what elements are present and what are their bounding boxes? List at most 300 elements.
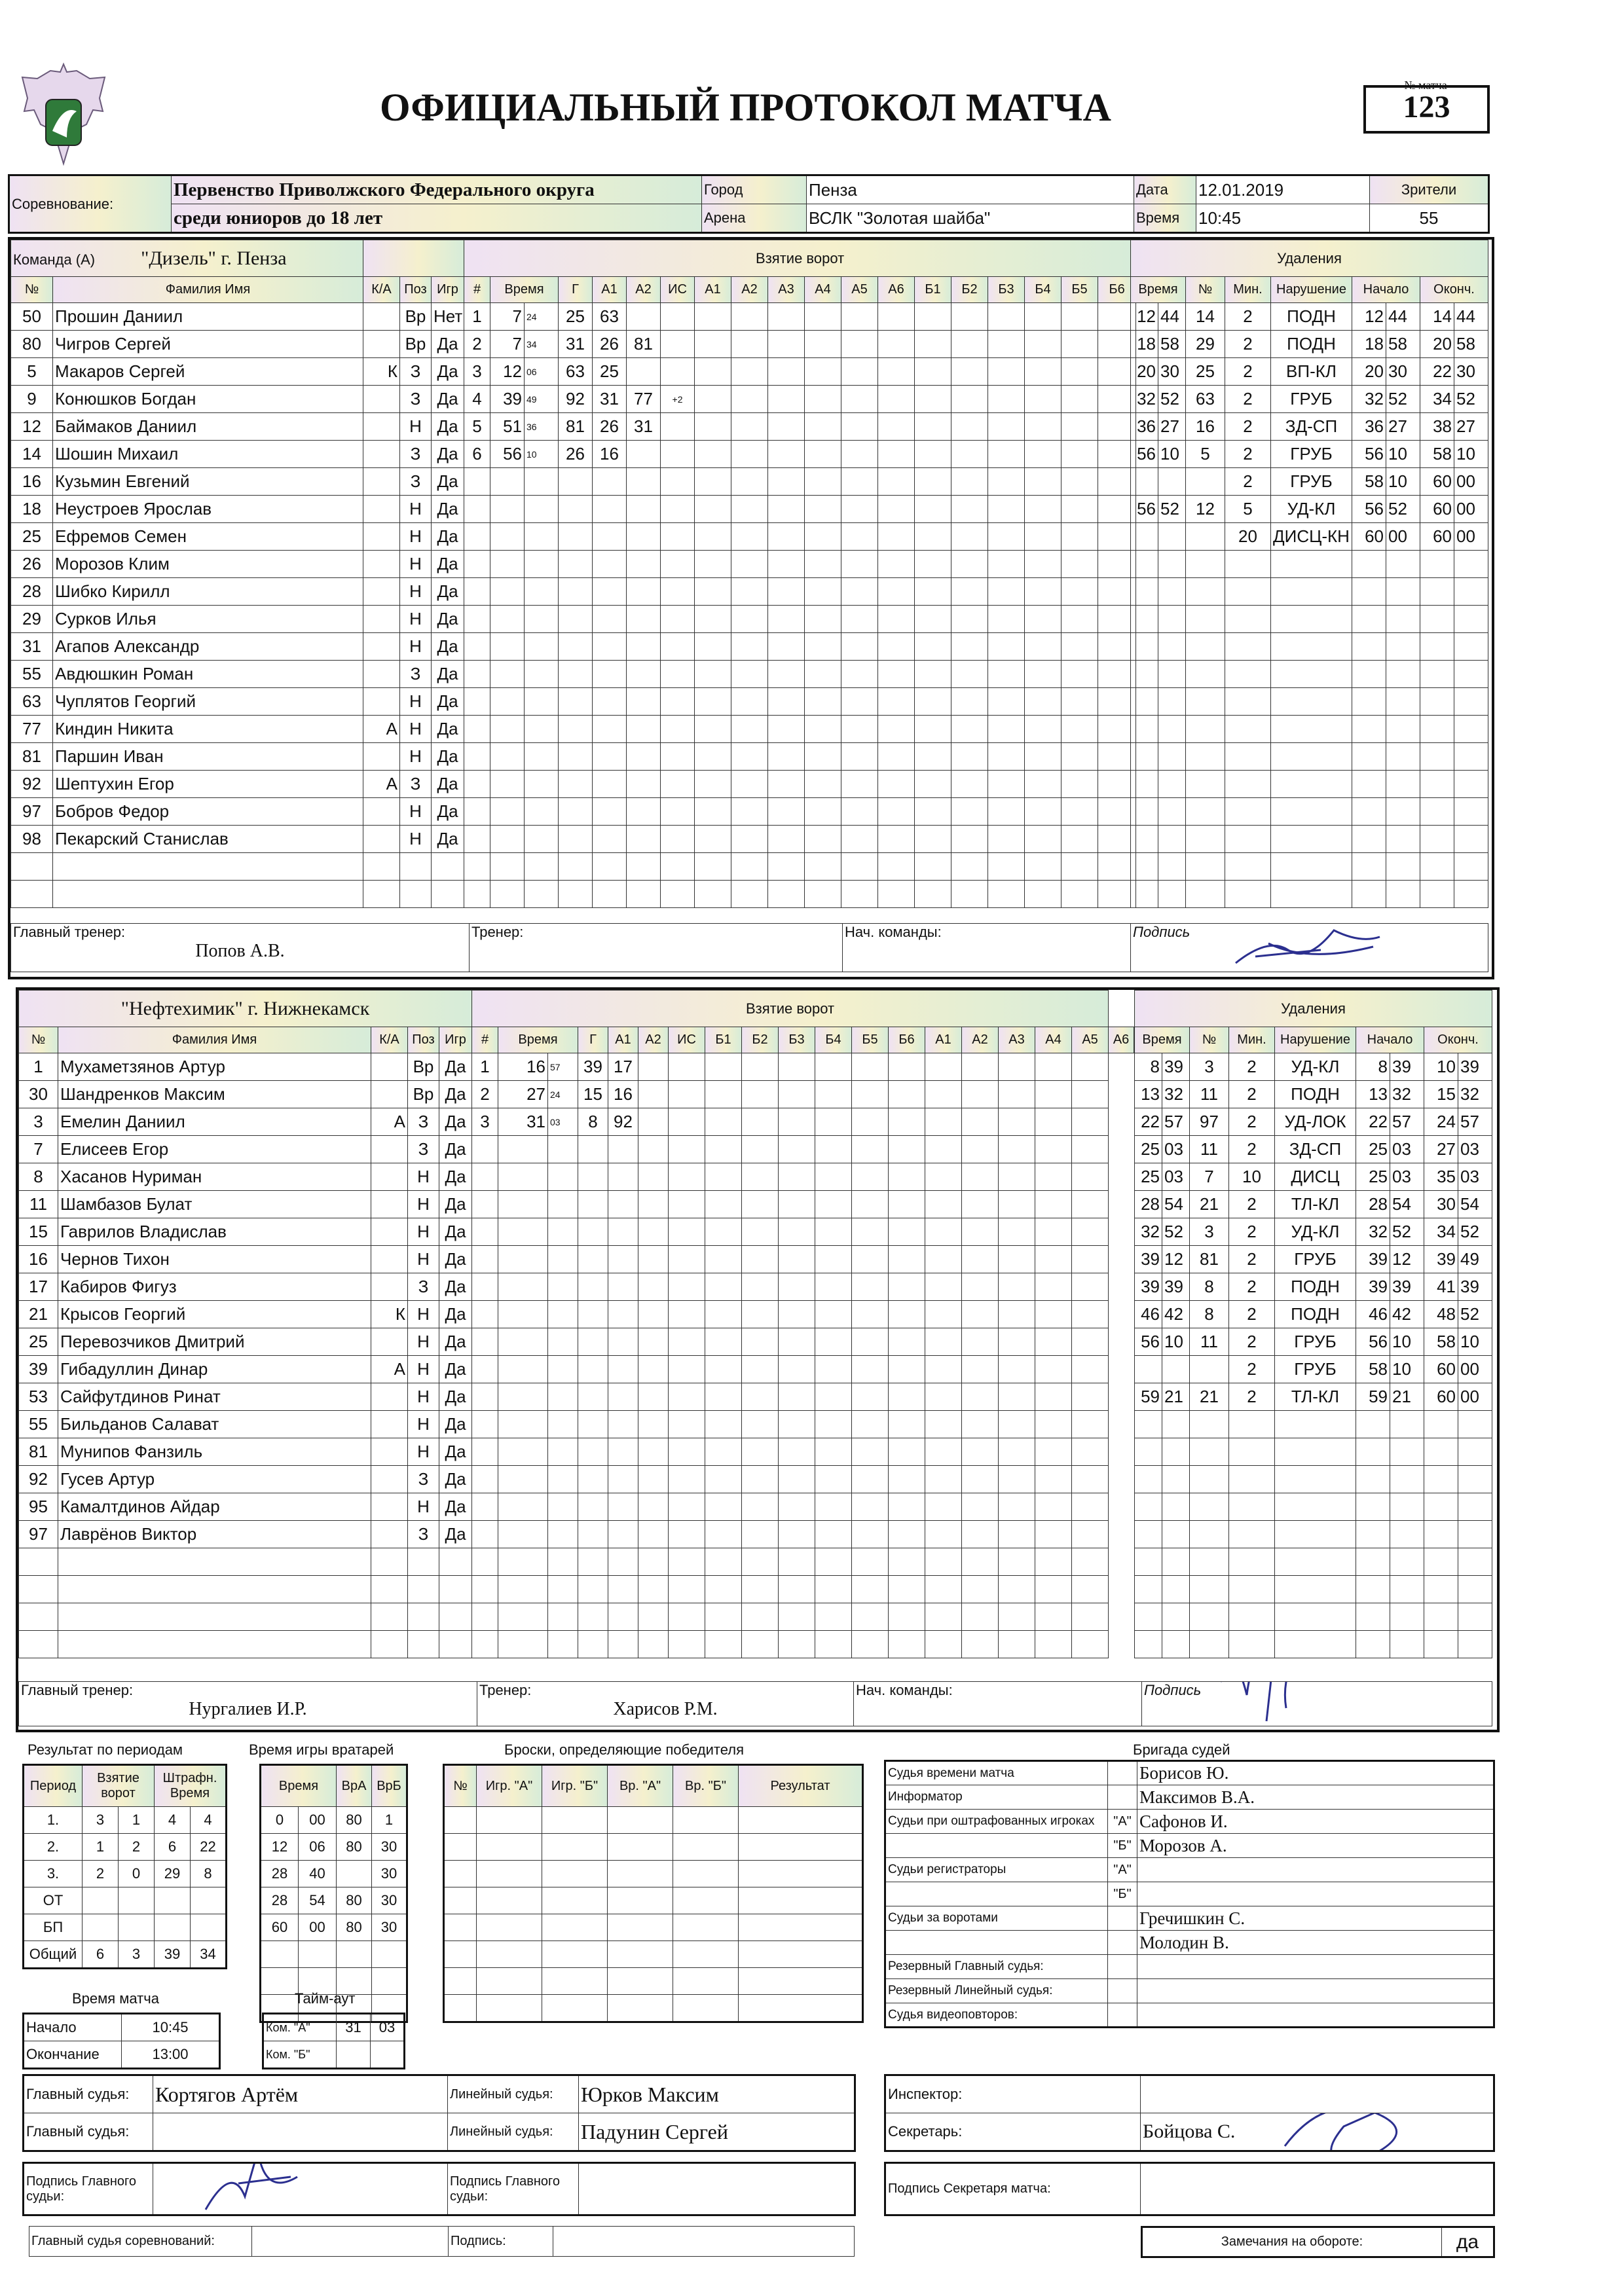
pen-player: 63 [1186, 386, 1225, 413]
empty-cell [1061, 496, 1098, 523]
goal-row [464, 358, 1136, 386]
pen-end-sec: 00 [1454, 496, 1488, 523]
player-position: Н [400, 826, 432, 853]
player-position: Н [408, 1301, 439, 1328]
pen-start-min: 32 [1352, 386, 1386, 413]
empty-cell [472, 1466, 498, 1493]
player-plays: Да [432, 413, 464, 441]
empty-cell [962, 1576, 999, 1603]
empty-cell [731, 826, 768, 853]
empty-cell [490, 661, 525, 688]
empty-cell [669, 1383, 705, 1411]
empty-cell [1420, 743, 1454, 771]
pen-end-sec: 39 [1458, 1053, 1492, 1081]
g-col-g: Г [559, 277, 593, 303]
empty-cell [498, 1191, 548, 1218]
empty-cell [1035, 1383, 1072, 1411]
empty-cell [1454, 633, 1488, 661]
empty-cell [548, 1521, 578, 1548]
empty-cell [1035, 1466, 1072, 1493]
empty-cell [1186, 578, 1225, 606]
period-cell: 29 [155, 1861, 191, 1887]
goal-row [472, 1301, 1134, 1328]
p-col-start: Начало [1356, 1027, 1424, 1053]
empty-cell [1229, 1466, 1275, 1493]
player-row [19, 1163, 472, 1191]
empty-cell [739, 1887, 863, 1914]
empty-cell [878, 826, 915, 853]
empty-cell [815, 1493, 852, 1521]
empty-cell [1352, 743, 1386, 771]
penalty-row [1131, 826, 1488, 853]
goal-row [472, 1218, 1134, 1246]
period-cell: 3. [24, 1861, 83, 1887]
empty-cell [962, 1466, 999, 1493]
empty-cell [1072, 1521, 1109, 1548]
empty-cell [1025, 413, 1061, 441]
empty-cell [731, 496, 768, 523]
player-position: Н [408, 1191, 439, 1218]
empty-cell [852, 1356, 889, 1383]
pen-min [1135, 1356, 1162, 1383]
empty-cell [661, 551, 695, 578]
empty-cell [815, 1576, 852, 1603]
pen-infraction: ЗД-СП [1271, 413, 1352, 441]
shootout-row [444, 1834, 863, 1861]
empty-cell [1190, 1521, 1229, 1548]
line1-label: Линейный судья: [448, 2075, 579, 2113]
empty-cell [1454, 853, 1488, 881]
empty-cell [779, 1301, 815, 1328]
empty-cell [1131, 771, 1158, 798]
pen-start-sec: 12 [1390, 1246, 1424, 1273]
empty-cell [962, 1631, 999, 1658]
empty-cell [705, 1081, 742, 1108]
empty-cell [815, 1163, 852, 1191]
empty-cell [815, 1466, 852, 1493]
empty-cell [1035, 1631, 1072, 1658]
empty-cell [608, 1576, 638, 1603]
penalty-row [1131, 331, 1488, 358]
empty-cell [1190, 1631, 1229, 1658]
empty-cell [1229, 1521, 1275, 1548]
h-so-pa: Игр. "А" [477, 1765, 542, 1807]
empty-cell [498, 1438, 548, 1466]
empty-cell [841, 551, 878, 578]
empty-cell [815, 1273, 852, 1301]
empty-cell [878, 881, 915, 908]
player-name: Бильданов Салават [58, 1411, 371, 1438]
empty-cell [951, 853, 988, 881]
official-role: Судьи за воротами [885, 1906, 1108, 1931]
pen-start-min: 56 [1356, 1328, 1390, 1356]
empty-cell [1186, 826, 1225, 853]
empty-cell [1271, 551, 1352, 578]
empty-cell [627, 661, 661, 688]
chief-ref-label: Главный судья соревнований: [29, 2227, 252, 2257]
penalty-row [1135, 1548, 1492, 1576]
player-plays [439, 1631, 472, 1658]
player-position: З [408, 1521, 439, 1548]
empty-cell [498, 1273, 548, 1301]
pen-infraction: ПОДН [1275, 1081, 1356, 1108]
empty-cell [889, 1218, 925, 1246]
player-plays: Да [432, 551, 464, 578]
empty-cell [661, 496, 695, 523]
player-name [58, 1576, 371, 1603]
empty-cell [472, 1218, 498, 1246]
empty-cell [490, 853, 525, 881]
empty-cell [593, 606, 627, 633]
empty-cell [525, 798, 559, 826]
penalty-row [1131, 496, 1488, 523]
pen-start-sec: 00 [1386, 523, 1420, 551]
pen-sec: 57 [1162, 1108, 1190, 1136]
empty-cell [490, 716, 525, 743]
empty-cell [669, 1466, 705, 1493]
player-number: 1 [19, 1053, 58, 1081]
empty-cell [1420, 688, 1454, 716]
goal-row [472, 1081, 1134, 1108]
player-number: 16 [11, 468, 53, 496]
team-a-signature-label: Подпись [1133, 924, 1190, 940]
empty-cell [915, 468, 951, 496]
empty-cell [915, 606, 951, 633]
empty-cell [742, 1576, 779, 1603]
empty-cell [661, 826, 695, 853]
period-row [24, 1941, 227, 1969]
player-row [19, 1493, 472, 1521]
period-cell: БП [24, 1914, 83, 1941]
player-plays: Да [439, 1246, 472, 1273]
goal-sec: 06 [525, 358, 559, 386]
empty-cell [852, 1246, 889, 1273]
empty-cell [1386, 771, 1420, 798]
player-captain: К [363, 358, 400, 386]
shootout-row [444, 1861, 863, 1887]
pen-start-sec: 10 [1390, 1356, 1424, 1383]
team-b-coaches [18, 1681, 1492, 1726]
pen-minutes: 2 [1225, 413, 1271, 441]
empty-cell [1420, 633, 1454, 661]
empty-cell [593, 826, 627, 853]
player-captain [363, 523, 400, 551]
goal-assist2 [638, 1108, 669, 1136]
remarks-value: да [1442, 2227, 1494, 2257]
player-position: Вр [400, 331, 432, 358]
goal-row [472, 1136, 1134, 1163]
empty-cell [779, 1163, 815, 1191]
empty-cell [1424, 1603, 1458, 1631]
pen-infraction: ЗД-СП [1275, 1136, 1356, 1163]
goal-assist2: 77 [627, 386, 661, 413]
pen-start-min: 59 [1356, 1383, 1390, 1411]
empty-cell [1158, 578, 1186, 606]
goal-assist1: 31 [593, 386, 627, 413]
empty-cell [1190, 1493, 1229, 1521]
p-col-inf: Нарушение [1271, 277, 1352, 303]
empty-cell [705, 1466, 742, 1493]
empty-cell [669, 1218, 705, 1246]
empty-cell [548, 1356, 578, 1383]
player-plays: Да [439, 1383, 472, 1411]
player-row [19, 1136, 472, 1163]
empty-cell [1135, 1631, 1162, 1658]
empty-cell [548, 1438, 578, 1466]
player-row [19, 1081, 472, 1108]
player-plays: Да [439, 1328, 472, 1356]
empty-cell [1424, 1548, 1458, 1576]
empty-cell [548, 1273, 578, 1301]
empty-cell [498, 1631, 548, 1658]
empty-cell [988, 633, 1025, 661]
official-team [1108, 1906, 1137, 1931]
goal-row [464, 551, 1136, 578]
col-name: Фамилия Имя [58, 1027, 371, 1053]
player-name: Шошин Михаил [53, 441, 363, 468]
pen-infraction: УД-КЛ [1275, 1053, 1356, 1081]
empty-cell [889, 1191, 925, 1218]
line2-value: Падунин Сергей [579, 2113, 855, 2151]
empty-cell [889, 1136, 925, 1163]
pen-end-min: 34 [1420, 386, 1454, 413]
empty-cell [731, 743, 768, 771]
p-col-time: Время [1131, 277, 1186, 303]
period-cell: 2 [119, 1834, 155, 1861]
empty-cell [542, 1995, 608, 2022]
empty-cell [805, 798, 841, 826]
empty-cell [1061, 826, 1098, 853]
official-team [1108, 1955, 1137, 1979]
match-time-title: Время матча [72, 1990, 159, 2007]
player-row [11, 633, 464, 661]
empty-cell [1454, 661, 1488, 688]
goal-sec: 34 [525, 331, 559, 358]
empty-cell [925, 1328, 962, 1356]
empty-cell [841, 633, 878, 661]
empty-cell [779, 1383, 815, 1411]
player-plays: Да [439, 1191, 472, 1218]
goalie-cell: 80 [337, 1807, 372, 1834]
empty-cell [1061, 688, 1098, 716]
pen-start-min: 39 [1356, 1246, 1390, 1273]
empty-cell [915, 551, 951, 578]
player-name: Авдюшкин Роман [53, 661, 363, 688]
empty-cell [852, 1631, 889, 1658]
team-b-roster [18, 990, 472, 1658]
empty-cell [999, 1438, 1035, 1466]
empty-cell [661, 606, 695, 633]
g-col-gb6: Б6 [1098, 277, 1136, 303]
player-plays: Да [432, 386, 464, 413]
pen-end-min: 15 [1424, 1081, 1458, 1108]
empty-cell [951, 633, 988, 661]
pen-end-min: 10 [1424, 1053, 1458, 1081]
official-name: Сафонов И. [1137, 1810, 1494, 1834]
player-position: Н [408, 1411, 439, 1438]
goals-header: Взятие ворот [464, 240, 1136, 277]
empty-cell [705, 1383, 742, 1411]
player-name: Прошин Даниил [53, 303, 363, 331]
penalty-row [1131, 441, 1488, 468]
goalie-cell: 00 [299, 1807, 337, 1834]
empty-cell [739, 1968, 863, 1995]
empty-cell [951, 551, 988, 578]
empty-cell [498, 1548, 548, 1576]
player-captain [363, 441, 400, 468]
p-col-end: Оконч. [1420, 277, 1488, 303]
pen-end-sec: 27 [1454, 413, 1488, 441]
empty-cell [951, 661, 988, 688]
empty-cell [768, 771, 805, 798]
empty-cell [593, 716, 627, 743]
empty-cell [578, 1301, 608, 1328]
pen-minutes: 2 [1225, 303, 1271, 331]
empty-cell [915, 441, 951, 468]
penalty-row [1135, 1163, 1492, 1191]
pen-end-min: 30 [1424, 1191, 1458, 1218]
empty-cell [889, 1163, 925, 1191]
empty-cell [742, 1411, 779, 1438]
empty-cell [559, 743, 593, 771]
penalty-row [1131, 606, 1488, 633]
empty-cell [962, 1548, 999, 1576]
player-captain [363, 578, 400, 606]
empty-cell [915, 633, 951, 661]
empty-cell [915, 661, 951, 688]
penalty-row [1135, 1521, 1492, 1548]
empty-cell [878, 331, 915, 358]
penalty-row [1135, 1576, 1492, 1603]
empty-cell [1386, 826, 1420, 853]
empty-cell [490, 826, 525, 853]
empty-cell [593, 688, 627, 716]
official-row [885, 2003, 1494, 2028]
player-plays: Да [432, 358, 464, 386]
city-value: Пенза [807, 175, 1134, 204]
empty-cell [841, 303, 878, 331]
pen-sec: 44 [1158, 303, 1186, 331]
team-b-head-coach: Нургалиев И.Р. [189, 1699, 307, 1719]
empty-cell [988, 606, 1025, 633]
penalty-row [1131, 523, 1488, 551]
empty-cell [742, 1466, 779, 1493]
empty-cell [1061, 551, 1098, 578]
period-row [24, 1914, 227, 1941]
empty-cell [988, 661, 1025, 688]
empty-cell [1025, 633, 1061, 661]
empty-cell [805, 826, 841, 853]
official-row [885, 1810, 1494, 1834]
pen-infraction: ГРУБ [1275, 1246, 1356, 1273]
empty-cell [779, 1521, 815, 1548]
empty-cell [915, 853, 951, 881]
player-position: Н [408, 1218, 439, 1246]
empty-cell [608, 1887, 673, 1914]
empty-cell [1061, 303, 1098, 331]
player-name: Агапов Александр [53, 633, 363, 661]
player-number: 9 [11, 386, 53, 413]
team-b-signature-label: Подпись [1144, 1682, 1202, 1698]
start-label: Начало [24, 2014, 122, 2041]
goal-assist1: 92 [608, 1108, 638, 1136]
empty-cell [695, 881, 731, 908]
empty-cell [841, 853, 878, 881]
pen-end-sec: 03 [1458, 1163, 1492, 1191]
pen-min [1131, 523, 1158, 551]
penalty-row [1135, 1218, 1492, 1246]
penalties-header: Удаления [1131, 240, 1488, 277]
empty-cell [593, 551, 627, 578]
empty-cell [999, 1356, 1035, 1383]
pen-sec: 52 [1158, 386, 1186, 413]
empty-cell [1072, 1493, 1109, 1521]
empty-cell [705, 1053, 742, 1081]
empty-cell [627, 853, 661, 881]
goal-row [464, 386, 1136, 413]
empty-cell [559, 606, 593, 633]
player-plays: Да [432, 661, 464, 688]
period-cell [83, 1887, 119, 1914]
pen-start-sec: 52 [1386, 386, 1420, 413]
empty-cell [768, 523, 805, 551]
empty-cell [464, 606, 490, 633]
empty-cell [1035, 1493, 1072, 1521]
empty-cell [1352, 606, 1386, 633]
pen-infraction: ПОДН [1271, 303, 1352, 331]
empty-cell [815, 1521, 852, 1548]
empty-cell [1186, 551, 1225, 578]
empty-cell [472, 1356, 498, 1383]
pen-infraction: ГРУБ [1275, 1356, 1356, 1383]
goal-row [472, 1053, 1134, 1081]
empty-cell [951, 358, 988, 386]
empty-cell [779, 1576, 815, 1603]
goal-no: 2 [464, 331, 490, 358]
empty-cell [988, 496, 1025, 523]
empty-cell [608, 1603, 638, 1631]
empty-cell [638, 1521, 669, 1548]
player-captain: А [371, 1356, 408, 1383]
empty-cell [841, 606, 878, 633]
empty-cell [669, 1163, 705, 1191]
empty-cell [768, 826, 805, 853]
empty-cell [779, 1136, 815, 1163]
penalty-row [1135, 1191, 1492, 1218]
g-col-ga6: А6 [878, 277, 915, 303]
player-number: 55 [11, 661, 53, 688]
empty-cell [1352, 798, 1386, 826]
empty-cell [1356, 1631, 1390, 1658]
empty-cell [889, 1081, 925, 1108]
empty-cell [841, 661, 878, 688]
goal-scorer: 8 [578, 1108, 608, 1136]
p-col-inf: Нарушение [1275, 1027, 1356, 1053]
shootout-table [443, 1764, 864, 2023]
goalie-row [261, 1887, 407, 1914]
player-row [19, 1273, 472, 1301]
empty-cell [962, 1246, 999, 1273]
empty-cell [1025, 716, 1061, 743]
empty-cell [1025, 551, 1061, 578]
secretary-label: Секретарь: [885, 2113, 1141, 2151]
empty-cell [1072, 1466, 1109, 1493]
empty-cell [815, 1548, 852, 1576]
pen-infraction: ПОДН [1275, 1301, 1356, 1328]
empty-cell [1424, 1521, 1458, 1548]
player-captain [363, 633, 400, 661]
empty-cell [661, 743, 695, 771]
